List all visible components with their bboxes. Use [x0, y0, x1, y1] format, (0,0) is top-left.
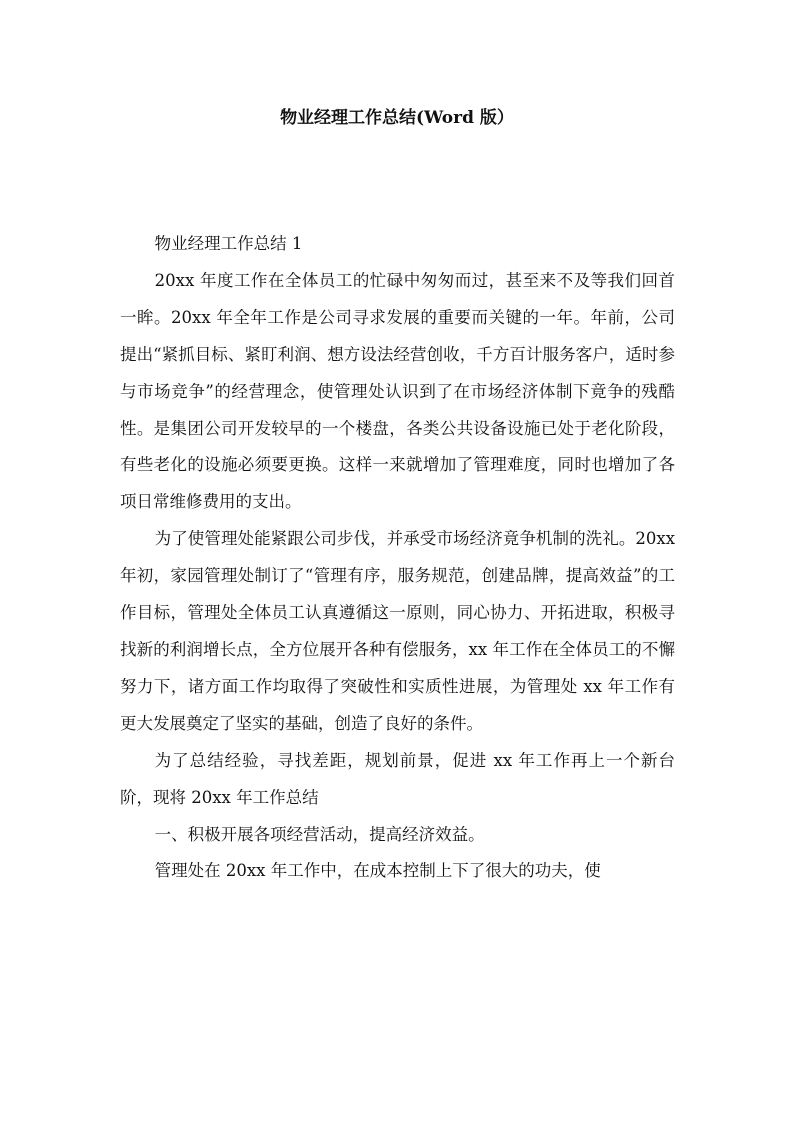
- paragraph: 20xx 年度工作在全体员工的忙碌中匆匆而过，甚至来不及等我们回首一眸。20xx 年全年工作是公司寻求发展的重要而关键的一年。年前，公司提出“紧抓目标、紧盯利润、想方设法经营创收，千方百计服务客户，适时参与市场竞争”的经营理念，使管理处认识到了在市场经济体制下竟争的残酷性。是集团公司开发较早的一个楼盘，各类公共设备设施已处于老化阶段，有些老化的设施必须要更换。这样一来就增加了管理难度，同时也增加了各项日常维修费用的支出。: [120, 270, 675, 512]
- subsection-heading: 一、积极开展各项经营活动，提高经济效益。: [154, 824, 485, 844]
- document-title: 物业经理工作总结(Word 版）: [280, 108, 514, 128]
- paragraph: 管理处在 20xx 年工作中，在成本控制上下了很大的功夫，使: [154, 861, 601, 881]
- paragraph: 为了使管理处能紧跟公司步伐，并承受市场经济竟争机制的洗礼。20xx 年初，家园管理处制订了“管理有序，服务规范，创建品牌，提高效益”的工作目标，管理处全体员工认真遵循这一原则，同心协力、开拓进取，积极寻找新的利润增长点，全方位展开各种有偿服务，xx 年工作在全体员工的不懈努力下，诸方面工作均取得了突破性和实质性进展，为管理处 xx 年工作有更大发展奠定了坚实的基础，创造了良好的条件。: [120, 529, 675, 733]
- section-heading: 物业经理工作总结 1: [154, 234, 303, 253]
- document-body: [120, 226, 675, 890]
- paragraph: 为了总结经验，寻找差距，规划前景，促进 xx 年工作再上一个新台阶，现将 20xx 年工作总结: [120, 750, 675, 807]
